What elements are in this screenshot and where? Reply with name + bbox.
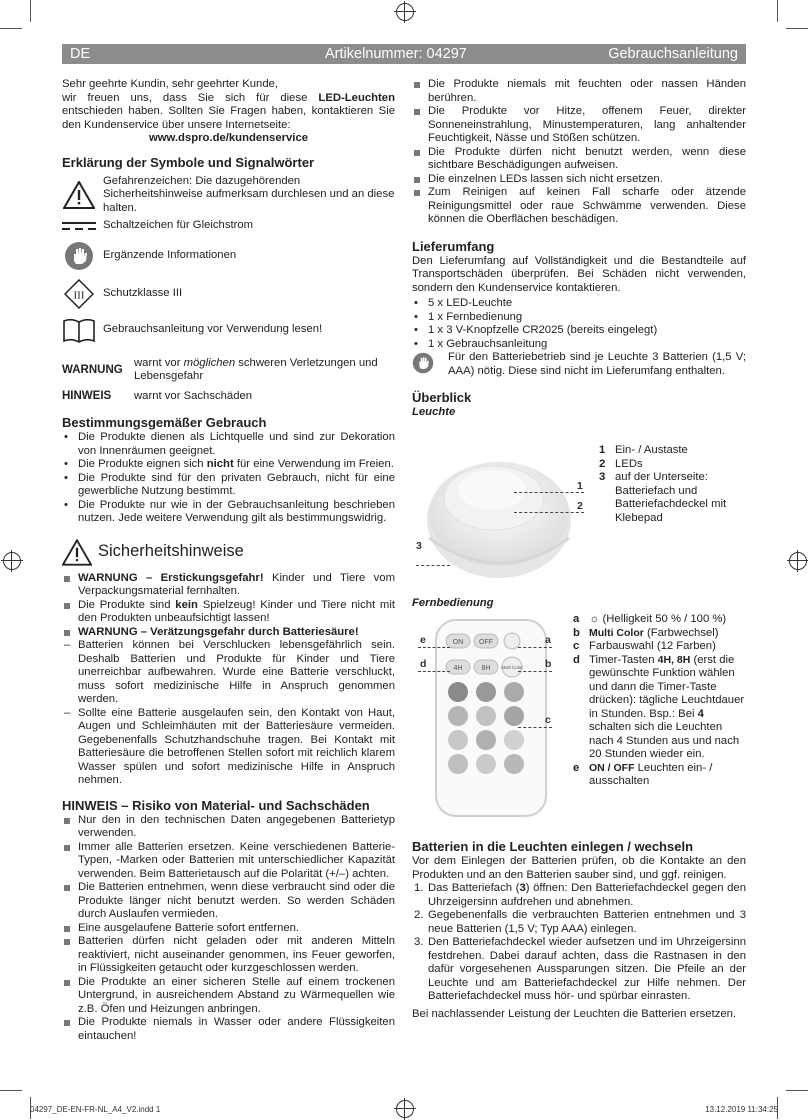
note-word: HINWEIS xyxy=(62,389,112,402)
warning-word-text: warnt vor möglichen schweren Verletzungen und Lebensgefahr xyxy=(134,356,378,382)
note-word-text: warnt vor Sachschäden xyxy=(134,389,253,402)
list-item: Immer alle Batterien ersetzen. Keine verschiedenen Batterie-Typen, -Marken oder Batterien mit unterschiedlicher Kapazität verwenden. Beim Batterietausch auf die Polarität (+/–) achten. xyxy=(62,841,395,882)
crop-mark xyxy=(786,28,808,29)
crop-mark xyxy=(0,1090,22,1091)
header-doc-type: Gebrauchsanleitung xyxy=(608,46,738,62)
remote-callout-a: a xyxy=(545,634,551,646)
legend-row: a ☼ (Helligkeit 50 % / 100 %) xyxy=(573,613,727,625)
service-url[interactable]: www.dspro.de/kundenservice xyxy=(148,132,309,144)
lamp-legend xyxy=(599,444,749,525)
callout-line xyxy=(514,512,584,513)
list-item: – Sollte eine Batterie ausgelaufen sein, den Kontakt von Haut, Augen und Schleimhäuten mit der Batteriesäure vermeiden. Gegebenenfalls Schutzhandschuhe tragen. Bei Kontakt mit Batteriesäure die betroffenen Stellen sofort mit reichlich klarem Wasser spülen und sofort medizinische Hilfe in Anspruch nehmen. xyxy=(62,707,395,788)
left-column xyxy=(62,78,395,1043)
list-item: 3. Den Batteriefachdeckel wieder aufsetzen und im Uhrzeigersinn festdrehen. Dabei darauf achten, dass die Rastnasen in den dafür vorgesehenen Aussparungen sitzen. Die Pfeile an der Leuchte und am Batteriefachdeckel zur Hilfe nehmen. Der Batteriefachdeckel muss hör- und spürbar einrasten. xyxy=(414,936,746,1002)
list-item: Die einzelnen LEDs lassen sich nicht ersetzen. xyxy=(412,173,746,187)
remote-btn-off: OFF xyxy=(479,639,493,646)
crop-mark xyxy=(786,1090,808,1091)
legend-row: c Farbauswahl (12 Farben) xyxy=(573,640,716,652)
right-column xyxy=(412,78,746,420)
class3-symbol-text: Schutzklasse III xyxy=(103,286,183,299)
battery-heading: Batterien in die Leuchten einlegen / wechseln xyxy=(412,839,694,854)
safety-heading: Sicherheitshinweise xyxy=(98,542,244,561)
scope-list xyxy=(412,297,746,351)
safety-list-continued xyxy=(412,78,746,227)
intended-use-heading: Bestimmungsgemäßer Gebrauch xyxy=(62,415,267,430)
remote-btn-8h: 8H xyxy=(481,665,491,672)
safety-list xyxy=(62,572,395,788)
list-item: • Die Produkte nur wie in der Gebrauchsanleitung beschrieben nutzen. Jede weitere Verwendung gilt als bestimmungswidrig. xyxy=(62,499,395,526)
signal-word-warning xyxy=(62,357,395,384)
remote-callout-e: e xyxy=(420,634,426,646)
intro-text: wir freuen uns, dass Sie sich für diese LED-Leuchten entschieden haben. Sollten Sie Fragen haben, kontaktieren Sie den Kundenservice über unsere Internetseite: xyxy=(62,91,395,131)
list-item: • 1 x Fernbedienung xyxy=(412,311,746,325)
list-item: Zum Reinigen auf keinen Fall scharfe oder ätzende Reinigungsmittel oder raue Schwämme verwenden. Diese können die Oberflächen beschädigen. xyxy=(412,186,746,227)
brightness-icon: ☼ xyxy=(589,613,603,625)
dc-symbol-text: Schaltzeichen für Gleichstrom xyxy=(103,219,254,231)
callout-line xyxy=(514,492,584,493)
legend-row: e ON / OFF Leuchten ein- / ausschalten xyxy=(573,761,713,787)
battery-end: Bei nachlassender Leistung der Leuchten die Batterien ersetzen. xyxy=(412,1007,737,1020)
remote-callout-d: d xyxy=(420,658,427,670)
remote-btn-4h: 4H xyxy=(453,665,463,672)
crop-mark xyxy=(0,28,22,29)
list-item: • Die Produkte sind für den privaten Gebrauch, nicht für eine gewerbliche Nutzung bestimmt. xyxy=(62,472,395,499)
legend-row: 2 LEDs xyxy=(599,457,643,470)
danger-symbol-text: Gefahrenzeichen: Die dazugehörenden Sicherheitshinweise aufmerksam durchlesen und an diese halten. xyxy=(103,174,395,214)
list-item: 2. Gegebenenfalls die verbrauchten Batterien entnehmen und 3 neue Batterien (1,5 V; Typ AAA) einlegen. xyxy=(414,909,746,935)
list-item: Die Produkte niemals in Wasser oder andere Flüssigkeiten eintauchen! xyxy=(62,1016,395,1043)
callout-line xyxy=(418,671,450,672)
battery-intro: Vor dem Einlegen der Batterien prüfen, ob die Kontakte an den Produkten und an den Batterien sauber sind, und ggf. reinigen. xyxy=(412,855,746,881)
lamp-callout-2: 2 xyxy=(577,500,583,512)
legend-row: b Multi Color (Farbwechsel) xyxy=(573,626,719,639)
registration-mark-top xyxy=(396,3,414,21)
read-manual-icon xyxy=(62,317,96,343)
scope-note-text: Für den Batteriebetrieb sind je Leuchte 3 Batterien (1,5 V; AAA) nötig. Diese sind nicht im Lieferumfang enthalten. xyxy=(448,351,746,377)
info-hand-icon xyxy=(62,241,96,271)
list-item: Die Produkte an einer sicheren Stelle auf einem trockenen Untergrund, in ausreichendem Abstand zu Wärmequellen wie z.B. Öfen und Heizungen anbringen. xyxy=(62,976,395,1017)
salutation: Sehr geehrte Kundin, sehr geehrter Kunde, xyxy=(62,78,279,90)
protection-class-3-icon xyxy=(62,279,96,309)
header-article-number: Artikelnummer: 04297 xyxy=(325,46,467,62)
lamp-subheading: Leuchte xyxy=(412,406,456,418)
callout-line xyxy=(518,727,552,728)
list-item: 1. Das Batteriefach (3) öffnen: Den Batteriefachdeckel gegen den Uhrzeigersinn aufdrehen und abnehmen. xyxy=(414,882,746,908)
list-item: Die Produkte niemals mit feuchten oder nassen Händen berühren. xyxy=(412,78,746,105)
legend-row: 3 auf der Unterseite: Batteriefach und Batteriefachdeckel mit Klebepad xyxy=(599,471,727,524)
lamp-illustration xyxy=(414,448,584,583)
list-item: • 1 x Gebrauchsanleitung xyxy=(412,338,746,352)
remote-btn-on: ON xyxy=(452,639,464,646)
list-item: WARNUNG – Erstickungsgefahr! Kinder und Tiere vom Verpackungsmaterial fernhalten. xyxy=(62,572,395,599)
safety-heading-row xyxy=(62,539,395,566)
legend-row: 1 Ein- / Austaste xyxy=(599,444,688,456)
symbol-row-danger xyxy=(62,175,395,216)
symbols-heading: Erklärung der Symbole und Signalwörter xyxy=(62,154,315,170)
remote-callout-c: c xyxy=(545,714,551,726)
material-heading: HINWEIS – Risiko von Material- und Sachschäden xyxy=(62,797,370,813)
signal-word-note xyxy=(62,390,395,404)
material-list xyxy=(62,814,395,1044)
list-item: WARNUNG – Verätzungsgefahr durch Batteriesäure! xyxy=(62,626,395,640)
warning-triangle-icon xyxy=(62,539,92,566)
list-item: • 1 x 3 V-Knopfzelle CR2025 (bereits eingelegt) xyxy=(412,324,746,338)
svg-text:III: III xyxy=(73,289,85,301)
remote-legend xyxy=(573,613,749,789)
lamp-callout-3: 3 xyxy=(416,540,422,552)
intended-use-list xyxy=(62,431,395,526)
symbol-row-dc xyxy=(62,219,395,233)
battery-steps xyxy=(412,882,746,1004)
list-item: Die Produkte dürfen nicht benutzt werden, wenn diese sichtbare Beschädigungen aufweisen. xyxy=(412,146,746,173)
list-item: Batterien dürfen nicht geladen oder mit anderen Mitteln reaktiviert, nicht auseinander genommen, ins Feuer geworfen, in Flüssigkeiten getaucht oder kurzgeschlossen werden. xyxy=(62,935,395,976)
callout-line xyxy=(518,671,552,672)
overview-heading: Überblick xyxy=(412,390,472,405)
symbol-row-info xyxy=(62,241,395,271)
direct-current-icon xyxy=(62,221,96,231)
footer-file: 04297_DE-EN-FR-NL_A4_V2.indd 1 xyxy=(30,1105,161,1114)
battery-section xyxy=(412,839,746,1021)
footer-date: 13.12.2019 11:34:25 xyxy=(705,1105,778,1114)
list-item: • Die Produkte eignen sich nicht für eine Verwendung im Freien. xyxy=(62,458,395,472)
callout-line xyxy=(418,647,450,648)
scope-heading: Lieferumfang xyxy=(412,238,495,254)
registration-mark-right xyxy=(789,552,807,570)
warning-word: WARNUNG xyxy=(62,363,123,376)
list-item: Eine ausgelaufene Batterie sofort entfernen. xyxy=(62,922,395,936)
list-item: Die Produkte sind kein Spielzeug! Kinder und Tiere nicht mit den Produkten unbeaufsichtigt lassen! xyxy=(62,599,395,626)
crop-mark xyxy=(777,0,778,22)
list-item: • 5 x LED-Leuchte xyxy=(412,297,746,311)
list-item: Die Batterien entnehmen, wenn diese verbraucht sind oder die Produkte länger nicht benutzt werden. So werden Schäden durch Auslaufen vermieden. xyxy=(62,881,395,922)
symbol-row-class3 xyxy=(62,279,395,309)
remote-subheading: Fernbedienung xyxy=(412,597,494,609)
remote-illustration xyxy=(416,618,566,818)
registration-mark-bottom xyxy=(396,1100,414,1118)
registration-mark-left xyxy=(3,552,21,570)
list-item: – Batterien können bei Verschlucken lebensgefährlich sein. Deshalb Batterien und Produkte für Kinder und Tiere unerreichbar aufbewahren. Wurde eine Batterie verschluckt, muss sofort medizinische Hilfe in Anspruch genommen werden. xyxy=(62,639,395,707)
lamp-callout-1: 1 xyxy=(577,480,583,492)
symbol-row-manual xyxy=(62,317,395,343)
crop-mark xyxy=(30,0,31,22)
callout-line xyxy=(416,565,450,566)
callout-line xyxy=(518,647,552,648)
info-hand-icon xyxy=(412,352,434,374)
list-item: • Die Produkte dienen als Lichtquelle und sind zur Dekoration von Innenräumen geeignet. xyxy=(62,431,395,458)
scope-note xyxy=(412,351,746,378)
legend-row: d Timer-Tasten 4H, 8H (erst die gewünschte Funktion wählen und dann die Timer-Taste drücken): tägliche Leuchtdauer in Stunden. Bsp.: Bei 4 schalten sich die Leuchten nach 4 Stunden aus und nach 20 Stunden wieder ein. xyxy=(573,653,745,760)
manual-symbol-text: Gebrauchsanleitung vor Verwendung lesen! xyxy=(103,322,323,335)
list-item: Die Produkte vor Hitze, offenem Feuer, direkter Sonneneinstrahlung, Minustemperaturen, lang anhaltender Feuchtigkeit, Nässe und Stößen schützen. xyxy=(412,105,746,146)
remote-btn-multi: Multi Color xyxy=(501,665,523,670)
warning-triangle-icon xyxy=(62,181,96,209)
info-symbol-text: Ergänzende Informationen xyxy=(103,248,237,261)
remote-callout-b: b xyxy=(545,658,552,670)
scope-text: Den Lieferumfang auf Vollständigkeit und die Bestandteile auf Transportschäden überprüfen. Bei Schäden nicht verwenden, sondern den Kundenservice kontaktieren. xyxy=(412,254,746,294)
header-bar xyxy=(62,44,746,64)
list-item: Nur den in den technischen Daten angegebenen Batterietyp verwenden. xyxy=(62,814,395,841)
header-language: DE xyxy=(70,46,91,62)
